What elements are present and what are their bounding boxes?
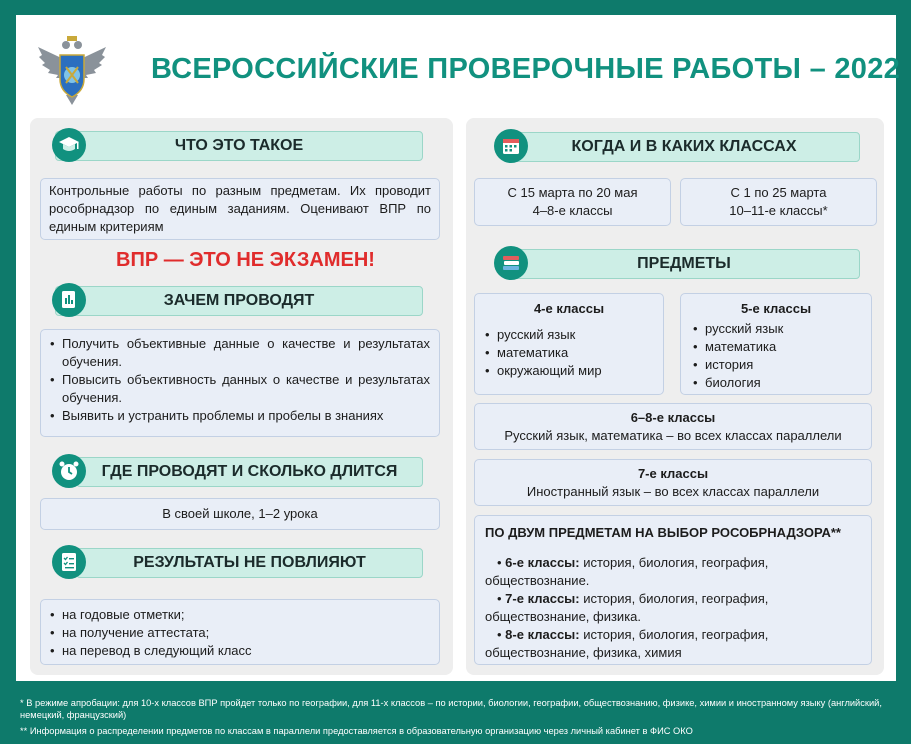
list-item: • Повысить объективность данных о качестве и результатах обучения. xyxy=(50,371,430,407)
section-what-title: ЧТО ЭТО ТАКОЕ xyxy=(174,137,304,154)
left-column xyxy=(30,118,453,675)
choice-row-6-text: история, биология, география, xyxy=(579,555,769,570)
section-what-header xyxy=(55,131,423,161)
period-card-1 xyxy=(474,178,671,226)
period-1-grades: 4–8-е классы xyxy=(532,203,613,218)
period-2-grades: 10–11-е классы* xyxy=(729,203,828,218)
period-1-dates: С 15 марта по 20 мая xyxy=(507,185,638,200)
results-list-card xyxy=(40,599,440,665)
grade-4-title: 4-е классы xyxy=(533,301,605,316)
list-item: • математика xyxy=(693,338,859,356)
document-chart-icon xyxy=(52,283,86,317)
grade-5-title: 5-е классы xyxy=(740,301,812,316)
list-item: • русский язык xyxy=(485,326,653,344)
choice-row-7-text: история, биология, география, xyxy=(579,591,769,606)
books-icon xyxy=(494,246,528,280)
grade-6-8-text: Русский язык, математика – во всех классах параллели xyxy=(504,428,842,443)
grade-7-text: Иностранный язык – во всех классах параллели xyxy=(526,484,820,499)
section-where-header xyxy=(76,457,423,487)
right-column xyxy=(466,118,884,675)
choice-row-7-label: 7-е классы: xyxy=(505,591,580,606)
section-results-header xyxy=(76,548,423,578)
choice-row-7: • 7-е классы: история, биология, география, обществознание, физика. xyxy=(485,591,769,624)
list-item: • окружающий мир xyxy=(485,362,653,380)
what-description: Контрольные работы по разным предметам. Их проводит рособрнадзор по единым заданиям. Оценивают ВПР по единым критериям xyxy=(40,178,440,240)
section-why-header xyxy=(55,286,423,316)
rosobrnadzor-eagle-emblem-icon xyxy=(36,33,108,107)
list-item: • на годовые отметки; xyxy=(50,606,430,624)
choice-row-6-label: 6-е классы: xyxy=(505,555,580,570)
footnotes xyxy=(20,697,900,741)
choice-row-8-text: история, биология, география, xyxy=(579,627,769,642)
checklist-icon xyxy=(52,545,86,579)
list-item: • русский язык xyxy=(693,320,859,338)
section-subjects-title: ПРЕДМЕТЫ xyxy=(637,255,731,272)
period-card-2 xyxy=(680,178,877,226)
section-when-title: КОГДА И В КАКИХ КЛАССАХ xyxy=(571,138,797,155)
section-results-title: РЕЗУЛЬТАТЫ НЕ ПОВЛИЯЮТ xyxy=(133,554,366,571)
list-item: • Выявить и устранить проблемы и пробелы в знаниях xyxy=(50,407,430,425)
footnote-1: * В режиме апробации: для 10-х классов ВПР пройдет только по географии, для 11-х классов – по истории, биологии, географии, обществознанию, физике, химии и иностранному языку (английский, немецкий, французский) xyxy=(20,698,882,720)
grade-6-8-card xyxy=(474,403,872,450)
choice-row-7-cont: обществознание, физика. xyxy=(485,609,642,624)
period-2-dates: С 1 по 25 марта xyxy=(730,185,827,200)
choice-row-8-label: 8-е классы: xyxy=(505,627,580,642)
footnote-2: ** Информация о распределении предметов по классам в параллели предоставляется в образовательную организацию через личный кабинет в ФИС ОКО xyxy=(20,726,693,736)
page-title: ВСЕРОССИЙСКИЕ ПРОВЕРОЧНЫЕ РАБОТЫ – 2022 xyxy=(151,53,901,85)
choice-subjects-card xyxy=(474,515,872,665)
list-item: • Получить объективные данные о качестве и результатах обучения. xyxy=(50,335,430,371)
choice-row-8: • 8-е классы: история, биология, география, обществознание, физика, химия xyxy=(485,627,769,660)
section-subjects-header xyxy=(508,249,860,279)
section-when-header xyxy=(508,132,860,162)
choice-row-6-cont: обществознание. xyxy=(485,573,590,588)
graduation-cap-icon xyxy=(52,128,86,162)
list-item: • математика xyxy=(485,344,653,362)
grade-7-card xyxy=(474,459,872,506)
alarm-clock-icon xyxy=(52,454,86,488)
list-item: • биология xyxy=(693,374,859,392)
list-item: • на получение аттестата; xyxy=(50,624,430,642)
choice-row-8-cont: обществознание, физика, химия xyxy=(485,645,682,660)
section-where-title: ГДЕ ПРОВОДЯТ И СКОЛЬКО ДЛИТСЯ xyxy=(101,463,398,480)
section-why-title: ЗАЧЕМ ПРОВОДЯТ xyxy=(163,292,315,309)
list-item: • история xyxy=(693,356,859,374)
choice-row-6: • 6-е классы: история, биология, география, обществознание. xyxy=(485,555,769,588)
calendar-icon xyxy=(494,129,528,163)
list-item: • на перевод в следующий класс xyxy=(50,642,430,660)
grade-7-title: 7-е классы xyxy=(637,466,709,481)
grade-6-8-title: 6–8-е классы xyxy=(630,410,716,425)
choice-title: ПО ДВУМ ПРЕДМЕТАМ НА ВЫБОР РОСОБРНАДЗОРА** xyxy=(485,525,841,540)
not-exam-banner: ВПР — ЭТО НЕ ЭКЗАМЕН! xyxy=(116,249,375,271)
grade-5-card xyxy=(680,293,872,395)
grade-4-card xyxy=(474,293,664,395)
why-list-card xyxy=(40,329,440,437)
poster-sheet xyxy=(16,15,901,681)
where-card: В своей школе, 1–2 урока xyxy=(40,498,440,530)
